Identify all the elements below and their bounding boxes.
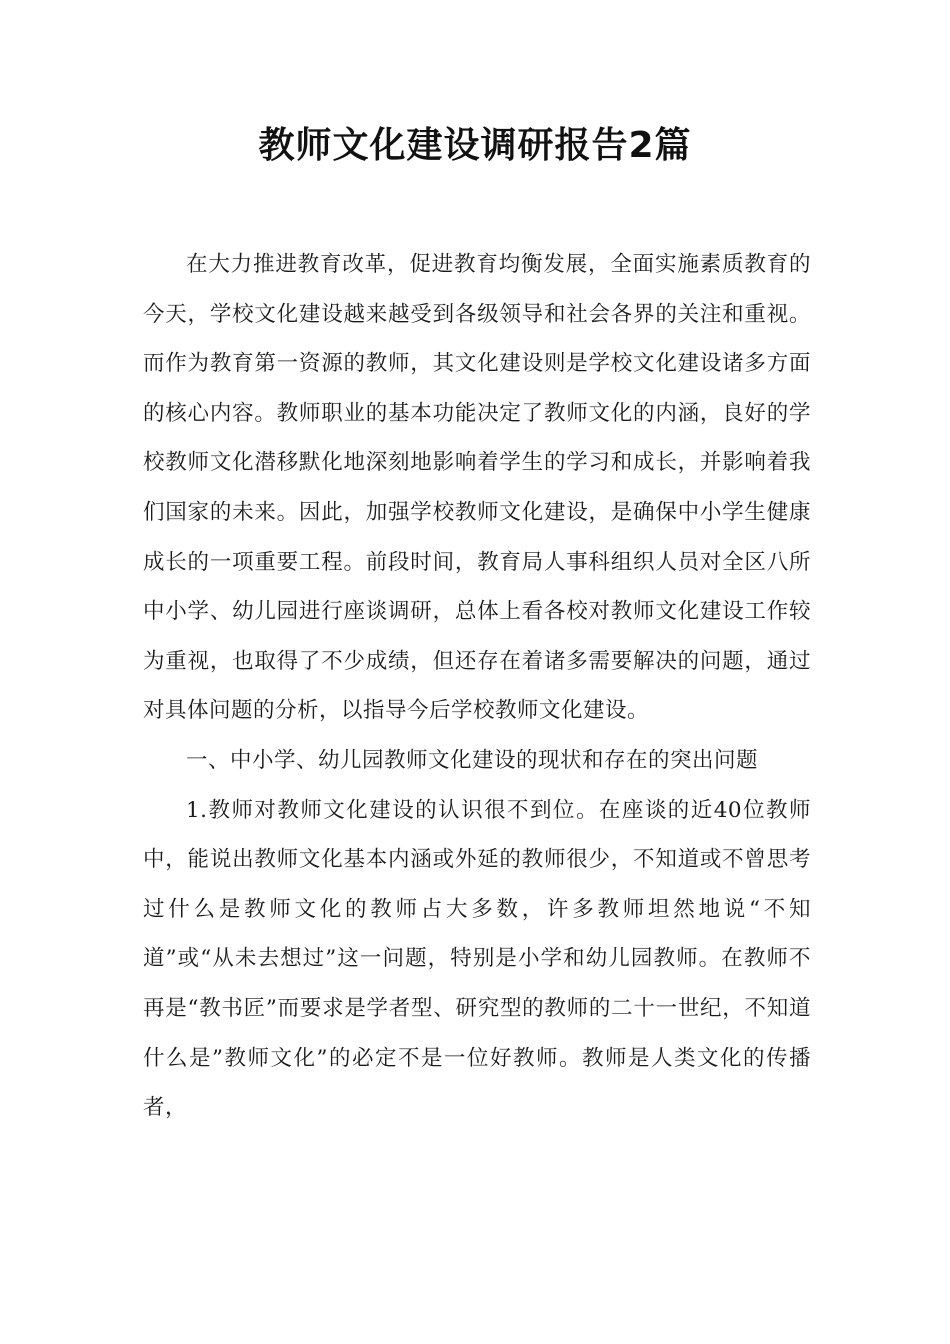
point-1-paragraph: 1.教师对教师文化建设的认识很不到位。在座谈的近40位教师中，能说出教师文化基本内涵或外延的教师很少，不知道或不曾思考过什么是教师文化的教师占大多数，许多教师坦然地说“不知道”或“从未去想过”这一问题，特别是小学和幼儿园教师。在教师不再是“教书匠”而要求是学者型、研究型的教师的二十一世纪，不知道什么是”教师文化”的必定不是一位好教师。教师是人类文化的传播者，: [143, 797, 811, 1121]
intro-paragraph: 在大力推进教育改革，促进教育均衡发展，全面实施素质教育的今天，学校文化建设越来越受到各级领导和社会各界的关注和重视。而作为教育第一资源的教师，其文化建设则是学校文化建设诸多方面的核心内容。教师职业的基本功能决定了教师文化的内涵，良好的学校教师文化潜移默化地深刻地影响着学生的学习和成长，并影响着我们国家的未来。因此，加强学校教师文化建设，是确保中小学生健康成长的一项重要工程。前段时间，教育局人事科组织人员对全区八所中小学、幼儿园进行座谈调研，总体上看各校对教师文化建设工作较为重视，也取得了不少成绩，但还存在着诸多需要解决的问题，通过对具体问题的分析，以指导今后学校教师文化建设。: [143, 252, 811, 724]
document-body: [143, 240, 811, 1133]
document-title: 教师文化建设调研报告2篇: [258, 125, 692, 166]
section-heading: 一、中小学、幼儿园教师文化建设的现状和存在的突出问题: [186, 747, 759, 773]
